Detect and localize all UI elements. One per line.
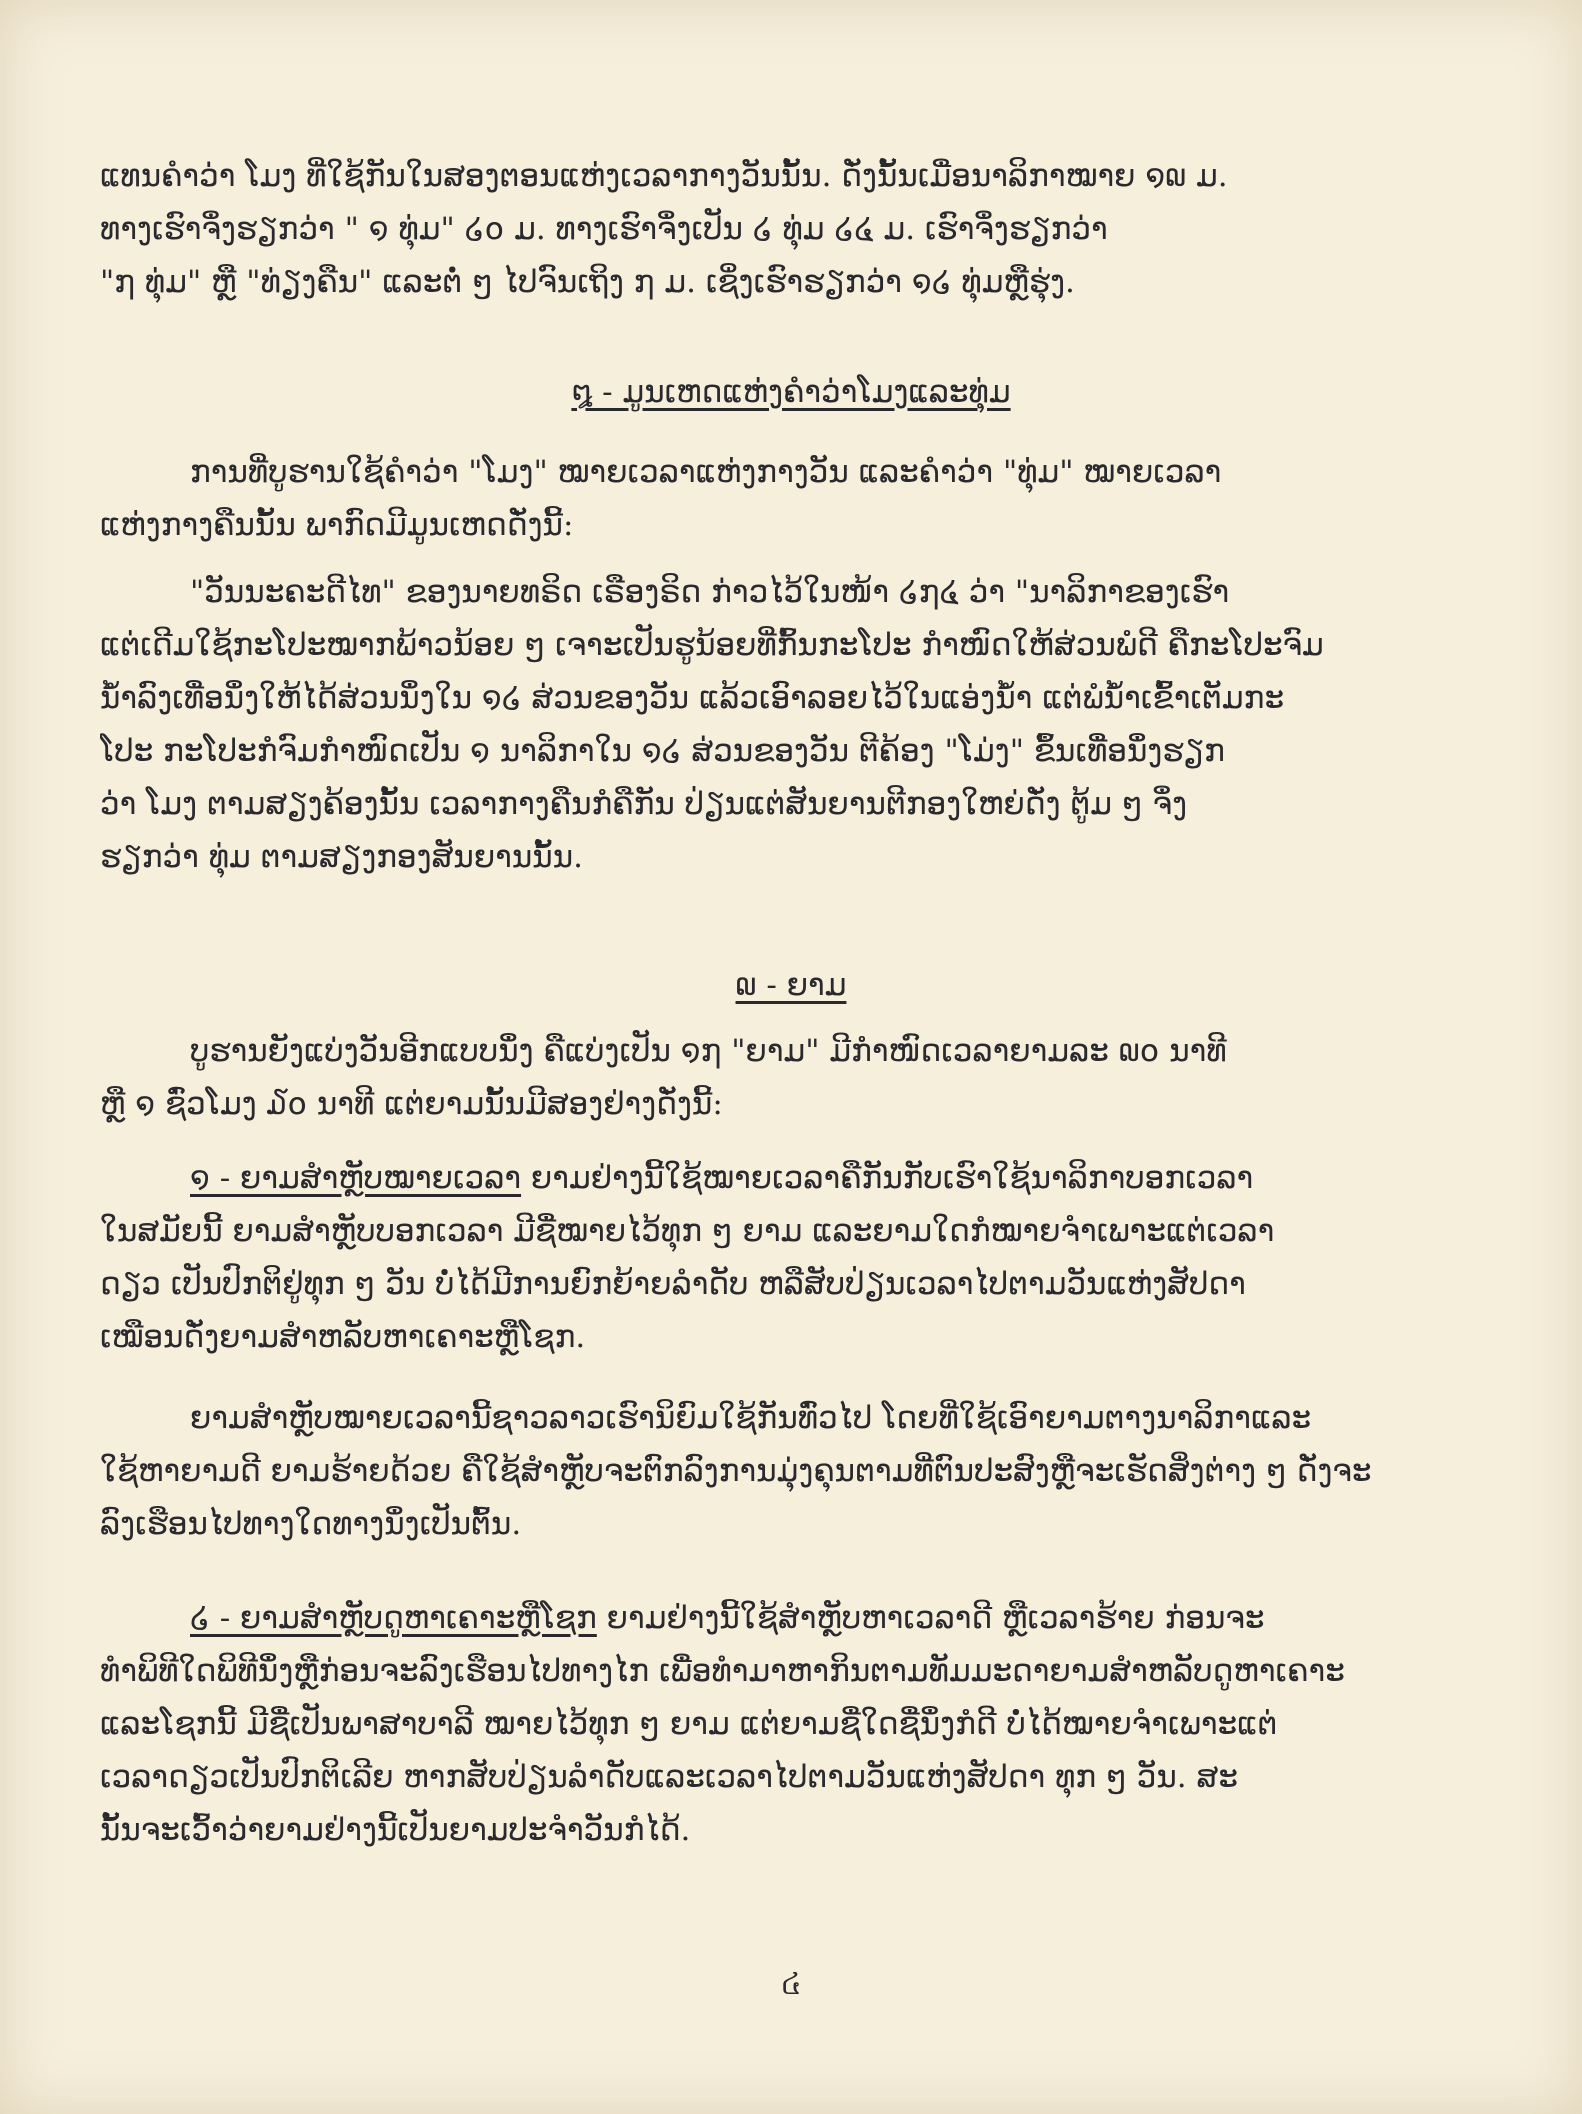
text-line: ແຫ່ງກາງຄືນນັ້ນ ພາກົດມີມູນເຫດດັ່ງນີ້: — [100, 507, 574, 543]
subsection-1 — [100, 1152, 1480, 1364]
text-line: "໗ ທຸ່ມ" ຫຼື "ທ່ຽງຄືນ" ແລະຕໍ່ ໆ ໄປຈົນເຖິງ ໗ ມ. ເຊິ່ງເຮົາຮຽກວ່າ ໑໒ ທຸ່ມຫຼືຮຸ່ງ. — [100, 264, 1075, 300]
text-line: ແລະໂຊກນີ້ ມີຊື່ເປັນພາສາບາລີ ໝາຍໄວ້ທຸກ ໆ ຍາມ ແຕ່ຍາມຊື່ໃດຊື່ນຶ່ງກໍດີ ບໍ່ໄດ້ໝາຍຈຳເພາະແຕ່ — [100, 1706, 1278, 1742]
section-heading — [0, 372, 1582, 412]
text-line: ບູຮານຍັງແບ່ງວັນອີກແບບນຶ່ງ ຄືແບ່ງເປັນ ໑໗ "ຍາມ" ມີກຳໜົດເວລາຍາມລະ ໙໐ ນາທີ — [190, 1033, 1227, 1069]
section-9-paragraph-2 — [100, 1392, 1480, 1551]
text-line: ທາງເຮົາຈຶ່ງຮຽກວ່າ " ໑ ທຸ່ມ" ໒໐ ມ. ທາງເຮົາຈຶ່ງເປັນ ໒ ທຸ່ມ ໒໔ ມ. ເຮົາຈຶ່ງຮຽກວ່າ — [100, 211, 1108, 247]
subsection-label: ໑ - ຍາມສຳຫຼັບໝາຍເວລາ — [190, 1160, 522, 1196]
subsection-first-line — [100, 1152, 1480, 1205]
text-line: ລົງເຮືອນໄປທາງໃດທາງນຶ່ງເປັນຕົ້ນ. — [100, 1506, 522, 1542]
section-heading-text: ໘ - ມູນເຫດແຫ່ງຄຳວ່າໂມງແລະທຸ່ມ — [571, 374, 1011, 410]
text-line: ດຽວ ເປັນປົກຕິຢູ່ທຸກ ໆ ວັນ ບໍ່ໄດ້ມີການຍົກຍ້າຍລຳດັບ ຫລືສັບປ່ຽນເວລາໄປຕາມວັນແຫ່ງສັປດາ — [100, 1266, 1246, 1302]
subsection-text: ຍາມຢ່າງນີ້ໃຊ້ສຳຫຼັບຫາເວລາດີ ຫຼືເວລາຮ້າຍ ກ່ອນຈະ — [596, 1600, 1265, 1636]
text-line: ທຳພິທີໃດພິທີນຶ່ງຫຼືກ່ອນຈະລົງເຮືອນໄປທາງໄກ ເພື່ອທຳມາຫາກິນຕາມທັມມະດາຍາມສຳຫລັບດູຫາເຄາະ — [100, 1653, 1345, 1689]
section-8-paragraph-1 — [100, 446, 1480, 552]
section-8-paragraph-2 — [100, 566, 1480, 884]
text-line: ໂປະ ກະໂປະກໍຈົມກຳໜົດເປັນ ໑ ນາລິກາໃນ ໑໒ ສ່ວນຂອງວັນ ຕີຄ້ອງ "ໂມ່ງ" ຂຶ້ນເທື່ອນຶ່ງຮຽກ — [100, 733, 1225, 769]
text-line: ນັ້ນຈະເວົ້າວ່າຍາມຢ່າງນີ້ເປັນຍາມປະຈຳວັນກໍໄດ້. — [100, 1812, 691, 1848]
text-line: ເວລາດຽວເປັນປົກຕິເລີຍ ຫາກສັບປ່ຽນລຳດັບແລະເວລາໄປຕາມວັນແຫ່ງສັປດາ ທຸກ ໆ ວັນ. ສະ — [100, 1759, 1238, 1795]
section-heading — [0, 965, 1582, 1005]
text-line: ເໝືອນດັ່ງຍາມສຳຫລັບຫາເຄາະຫຼືໂຊກ. — [100, 1319, 586, 1355]
section-heading-text: ໙ - ຍາມ — [735, 967, 847, 1003]
page-number: ៤ — [780, 1967, 802, 2002]
text-line: ແທນຄຳວ່າ ໂມງ ທີ່ໃຊ້ກັນໃນສອງຕອນແຫ່ງເວລາກາງວັນນັ້ນ. ດັ່ງນັ້ນເມື່ອນາລິກາໝາຍ ໑໙ ມ. — [100, 158, 1228, 194]
subsection-label: ໒ - ຍາມສຳຫຼັບດູຫາເຄາະຫຼືໂຊກ — [190, 1600, 597, 1636]
text-line: ຮຽກວ່າ ທຸ່ມ ຕາມສຽງກອງສັນຍານນັ້ນ. — [100, 839, 583, 875]
text-line: ນ້ຳລົງເທື່ອນຶ່ງໃຫ້ໄດ້ສ່ວນນຶ່ງໃນ ໑໒ ສ່ວນຂອງວັນ ແລ້ວເອົາລອຍໄວ້ໃນແອ່ງນ້ຳ ແຕ່ພໍນ້ຳເຂົ້າເຕັມກະ — [100, 680, 1285, 716]
subsection-2 — [100, 1592, 1480, 1857]
text-line: ໃຊ້ຫາຍາມດີ ຍາມຮ້າຍດ້ວຍ ຄືໃຊ້ສຳຫຼັບຈະຕົກລົງການມຸ່ງຄຸນຕາມທີ່ຕົນປະສົງຫຼືຈະເຮັດສິ່ງຕ່າງ ໆ ດັ່ງຈະ — [100, 1453, 1372, 1489]
section-9-paragraph-1 — [100, 1025, 1480, 1131]
subsection-first-line — [100, 1592, 1480, 1645]
text-line: ໃນສມັຍນີ້ ຍາມສຳຫຼັບບອກເວລາ ມີຊື່ໝາຍໄວ້ທຸກ ໆ ຍາມ ແລະຍາມໃດກໍໝາຍຈຳເພາະແຕ່ເວລາ — [100, 1213, 1275, 1249]
subsection-text: ຍາມຢ່າງນີ້ໃຊ້ໝາຍເວລາຄືກັນກັບເຮົາໃຊ້ນາລິກາບອກເວລາ — [521, 1160, 1254, 1196]
text-line: ການທີ່ບູຮານໃຊ້ຄຳວ່າ "ໂມງ" ໝາຍເວລາແຫ່ງກາງວັນ ແລະຄຳວ່າ "ທຸ່ມ" ໝາຍເວລາ — [190, 454, 1222, 490]
text-line: ແຕ່ເດີມໃຊ້ກະໂປະໝາກພ້າວນ້ອຍ ໆ ເຈາະເປັນຮູນ້ອຍທີ່ກົ້ນກະໂປະ ກຳໜົດໃຫ້ສ່ວນພໍດີ ຄືກະໂປະຈົມ — [100, 627, 1324, 663]
text-line: ຫຼື ໑ ຊົ່ວໂມງ ໓໐ ນາທີ ແຕ່ຍາມນັ້ນມີສອງຢ່າງດັ່ງນີ້: — [100, 1086, 723, 1122]
text-line: ຍາມສຳຫຼັບໝາຍເວລານີ້ຊາວລາວເຮົານິຍົມໃຊ້ກັນທົ່ວໄປ ໂດຍທີ່ໃຊ້ເອົາຍາມຕາງນາລິກາແລະ — [190, 1400, 1312, 1436]
intro-paragraph — [100, 150, 1480, 309]
text-line: "ວັນນະຄະດີໄທ" ຂອງນາຍທຣິດ ເຣືອງຣິດ ກ່າວໄວ້ໃນໜ້າ ໒໗໔ ວ່າ "ນາລິກາຂອງເຮົາ — [190, 574, 1230, 610]
text-line: ວ່າ ໂມງ ຕາມສຽງຄ້ອງນັ້ນ ເວລາກາງຄືນກໍຄືກັນ ປ່ຽນແຕ່ສັນຍານຕີກອງໃຫຍ່ດັ່ງ ຕູ້ມ ໆ ຈຶ່ງ — [100, 786, 1188, 822]
